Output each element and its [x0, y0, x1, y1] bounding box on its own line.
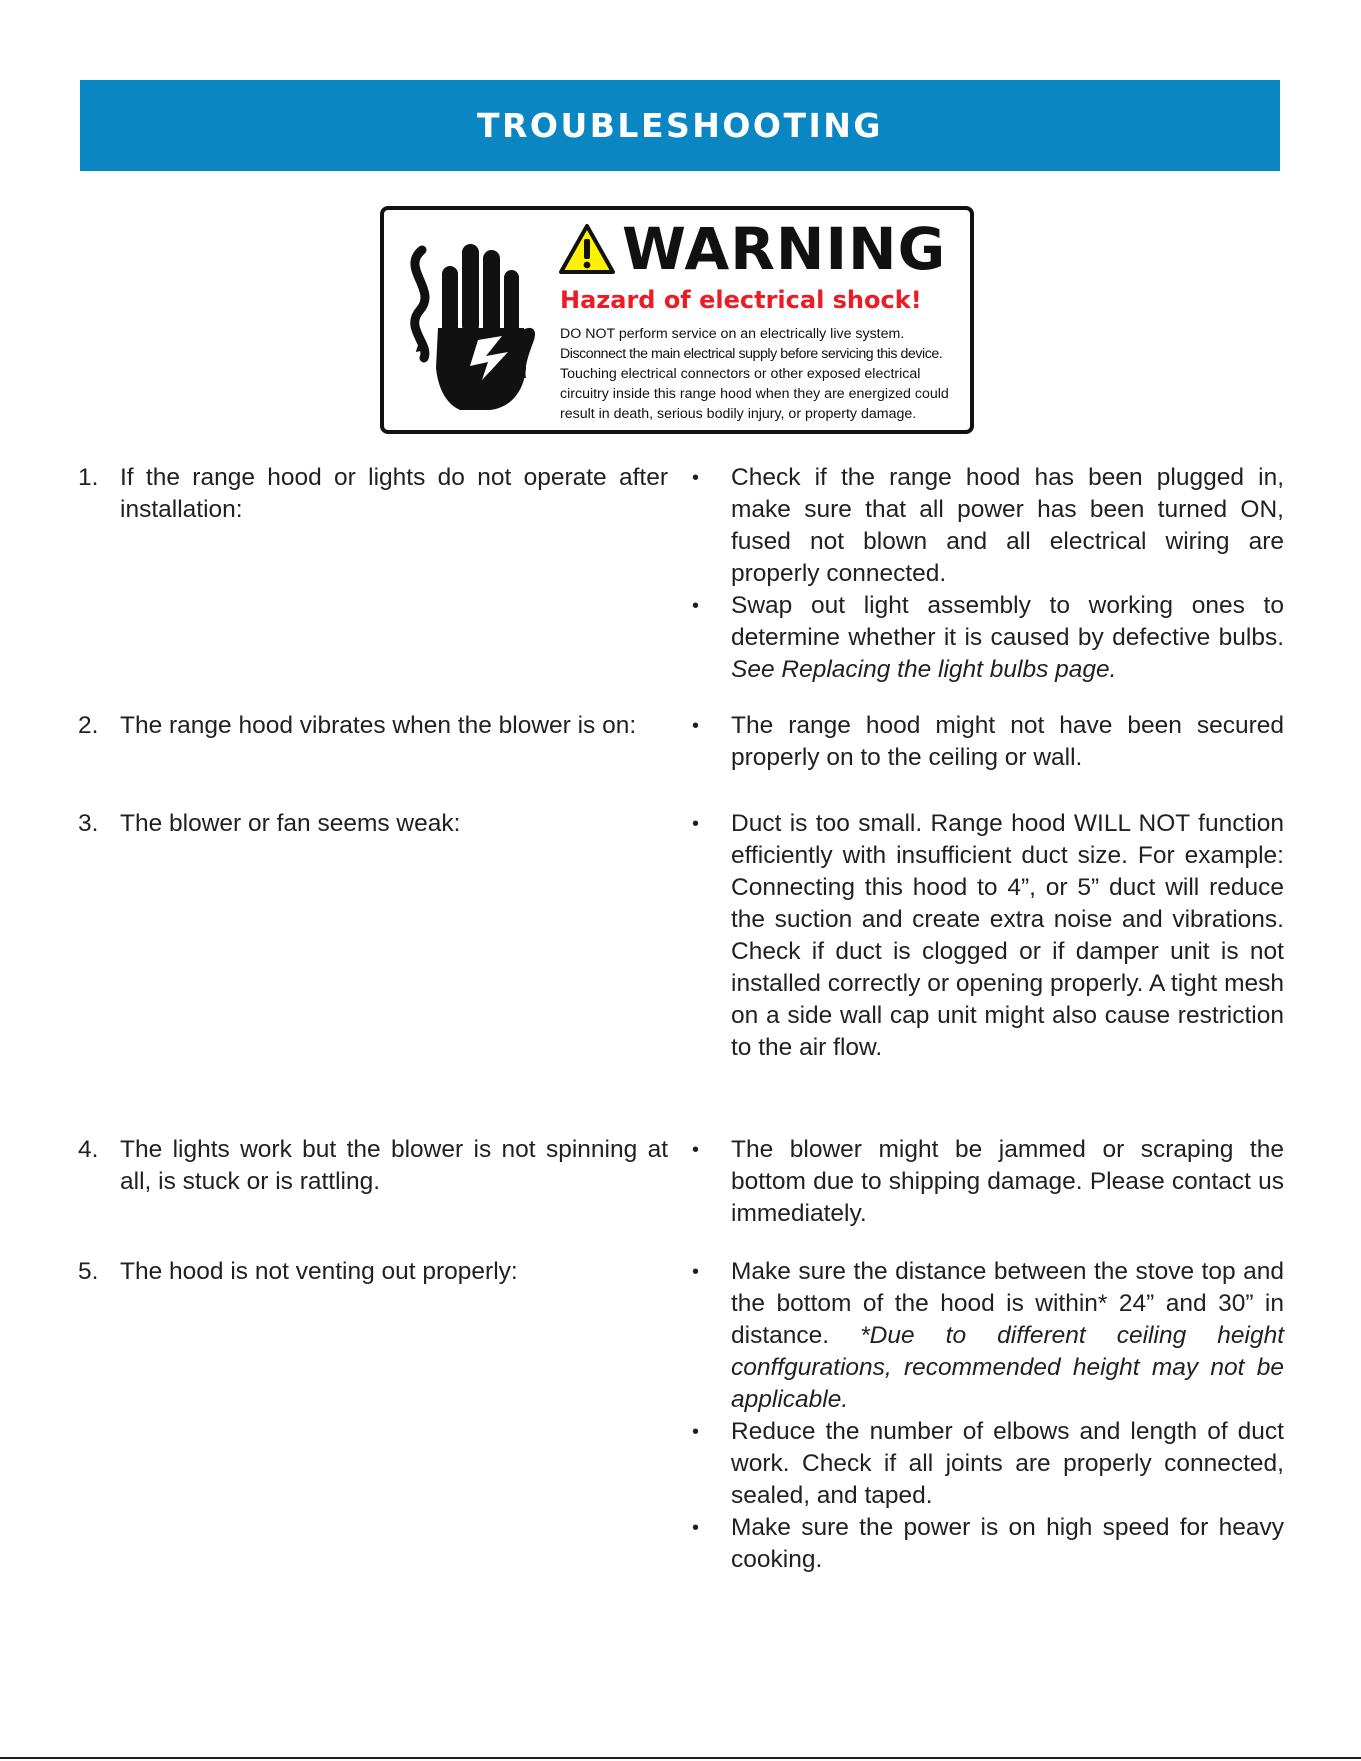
page-title: TROUBLESHOOTING: [477, 106, 883, 145]
solution: [692, 462, 1284, 590]
item-number: 5.: [78, 1258, 99, 1285]
solution-text: Swap out light assembly to working ones to determine whether it is caused by defective bulbs.: [731, 592, 1284, 651]
solution: [692, 808, 1284, 1064]
solution-list: [692, 808, 1284, 1064]
solution-note: See Replacing the light bulbs page.: [731, 656, 1117, 683]
solution-list: [692, 462, 1284, 686]
bullet: •: [692, 1421, 700, 1443]
solution: [692, 1512, 1284, 1576]
solution-text: The blower might be jammed or scraping the bottom due to shipping damage. Please contact us immediately.: [731, 1136, 1284, 1227]
warning-subtitle: Hazard of electrical shock!: [560, 286, 922, 314]
solution: [692, 1134, 1284, 1230]
solution: [692, 1256, 1284, 1416]
item-number: 3.: [78, 810, 99, 837]
problem-text: The lights work but the blower is not spinning at all, is stuck or is rattling.: [120, 1136, 668, 1195]
problem-text: The blower or fan seems weak:: [120, 810, 461, 837]
solution-text: Check if the range hood has been plugged in, make sure that all power has been turned ON, fused not blown and all electrical wiring are properly connected.: [731, 464, 1284, 587]
warning-line: DO NOT perform service on an electrically live system.: [560, 326, 905, 342]
bullet: •: [692, 467, 700, 489]
item-number: 1.: [78, 464, 99, 491]
bullet: •: [692, 1139, 700, 1161]
warning-text: [560, 324, 966, 424]
page-bottom-rule: [0, 1757, 1361, 1759]
warning-line: Disconnect the main electrical supply before servicing this device.: [560, 346, 943, 362]
warning-label: [380, 206, 974, 434]
solution: [692, 590, 1284, 686]
bullet: •: [692, 813, 700, 835]
solution-note: *Due to different ceiling height conffgurations, recommended height may not be applicable.: [731, 1322, 1284, 1413]
problem-text: If the range hood or lights do not operate after installation:: [120, 464, 668, 523]
electric-shock-hand-icon: [398, 228, 540, 420]
solution-text: Reduce the number of elbows and length of duct work. Check if all joints are properly connected, sealed, and taped.: [731, 1418, 1284, 1509]
solution-text: Make sure the distance between the stove top and the bottom of the hood is within* 24” and 30” in distance.: [731, 1258, 1284, 1349]
solution-list: [692, 1256, 1284, 1576]
solution-text: Make sure the power is on high speed for heavy cooking.: [731, 1514, 1284, 1573]
bullet: •: [692, 1517, 700, 1539]
solution-text: Duct is too small. Range hood WILL NOT function efficiently with insufficient duct size. For example: Connecting this hood to 4”, or 5” duct will reduce the suction and create extra noise and vibrations. Check if duct is clogged or if damper unit is not installed correctly or opening properly. A tight mesh on a side wall cap unit might also cause restriction to the air flow.: [731, 810, 1284, 1061]
page-header-banner: [80, 80, 1280, 171]
bullet: •: [692, 715, 700, 737]
problem-text: The hood is not venting out properly:: [120, 1258, 518, 1285]
item-number: 4.: [78, 1136, 99, 1163]
warning-line: result in death, serious bodily injury, or property damage.: [560, 406, 917, 422]
solution-text: The range hood might not have been secured properly on to the ceiling or wall.: [731, 712, 1284, 771]
warning-line: circuitry inside this range hood when they are energized could: [560, 386, 949, 402]
warning-heading: [558, 215, 947, 283]
item-number: 2.: [78, 712, 99, 739]
bullet: •: [692, 1261, 700, 1283]
problem-text: The range hood vibrates when the blower is on:: [120, 712, 637, 739]
solution-list: [692, 1134, 1284, 1230]
bullet: •: [692, 595, 700, 617]
warning-line: Touching electrical connectors or other exposed electrical: [560, 366, 921, 382]
solution-list: [692, 710, 1284, 774]
solution: [692, 1416, 1284, 1512]
warning-title: WARNING: [622, 215, 947, 283]
warning-triangle-icon: [558, 223, 616, 275]
solution: [692, 710, 1284, 774]
